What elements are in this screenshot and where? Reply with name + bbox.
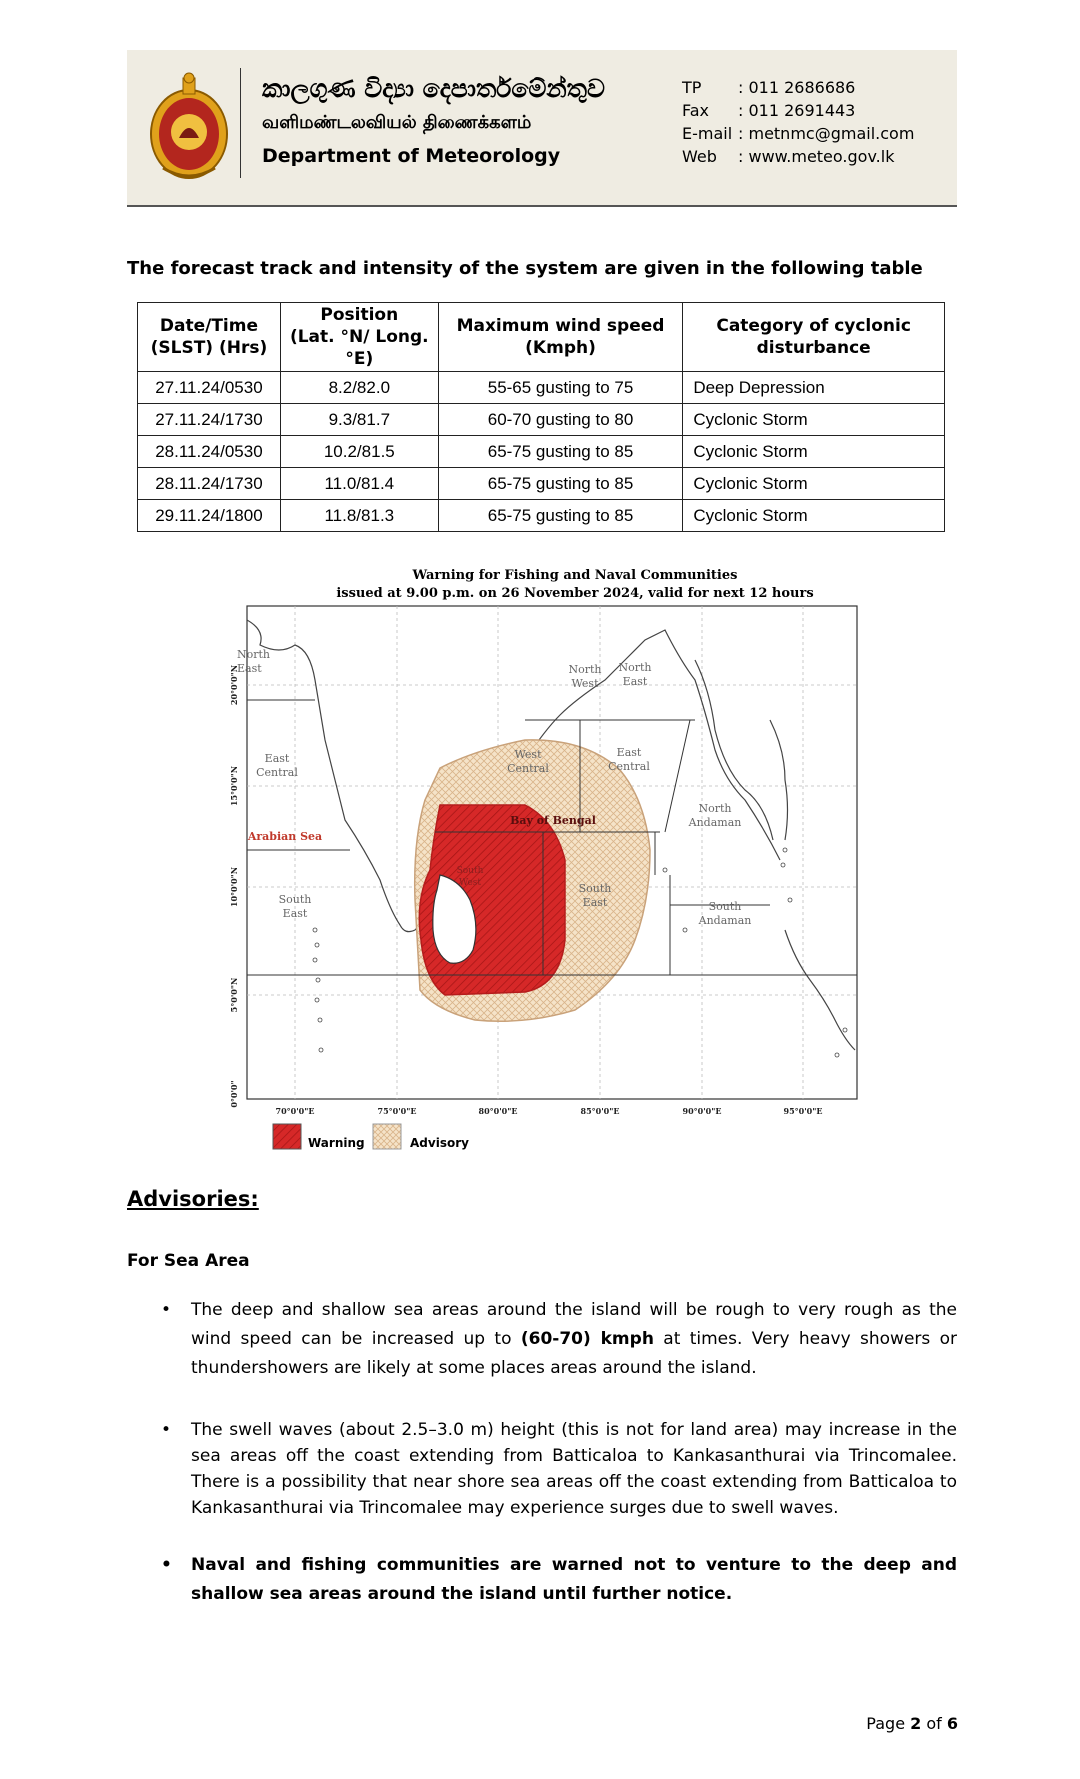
map-title-line1: Warning for Fishing and Naval Communities [412, 568, 738, 583]
label-north-east-arabian: North [237, 648, 271, 661]
label-south-west-bay: South [456, 866, 484, 876]
table-row: 27.11.24/0530 8.2/82.0 55-65 gusting to 75 Deep Depression [138, 372, 945, 404]
col-header-category: Category of cyclonic disturbance [683, 303, 945, 372]
contact-tp: TP : 011 2686686 [682, 78, 856, 97]
advisory-legend-swatch [372, 1123, 404, 1151]
label-north-andaman-2: Andaman [688, 816, 742, 829]
letterhead [127, 50, 957, 207]
advisory-bullet-warning: • Naval and fishing communities are warned not to venture to the deep and shallow sea areas around the island until further notice. [191, 1551, 957, 1609]
advisory-bullet-swell: • The swell waves (about 2.5–3.0 m) height (this is not for land area) may increase in the sea areas off the coast extending from Batticaloa to Kankasanthurai via Trincomalee. There is a possibility that near shore sea areas off the coast extending from Batticaloa to Kankasanthurai via Trincomalee may experience surges due to swell waves. [191, 1417, 957, 1521]
label-south-east-arabian: South [278, 893, 312, 906]
label-north-east-arabian-2: East [237, 662, 262, 675]
lon-label-75: 75°0'0"E [377, 1106, 417, 1116]
page-number: Page 2 of 6 [866, 1714, 958, 1733]
lat-label-5: 5°0'0"N [229, 977, 239, 1013]
lat-label-0: 0°0'0" [229, 1080, 239, 1108]
contact-info [682, 76, 914, 168]
table-row: 29.11.24/1800 11.8/81.3 65-75 gusting to 85 Cyclonic Storm [138, 500, 945, 532]
advisory-legend-label: Advisory [410, 1136, 469, 1150]
warning-map [225, 600, 885, 1120]
label-west-central-bay-2: Central [507, 762, 549, 775]
header-divider [240, 68, 241, 178]
label-east-central-bay: East [616, 746, 642, 759]
table-row: 27.11.24/1730 9.3/81.7 60-70 gusting to 80 Cyclonic Storm [138, 404, 945, 436]
table-intro: The forecast track and intensity of the system are given in the following table [127, 258, 923, 279]
advisories-heading: Advisories: [127, 1187, 259, 1211]
department-name-tamil: வளிமண்டலவியல் திணைக்களம் [262, 112, 532, 133]
lat-label-15: 15°0'0"N [229, 765, 239, 807]
label-arabian-sea: Arabian Sea [247, 830, 323, 843]
warning-legend-swatch [272, 1123, 304, 1151]
label-north-andaman: North [698, 802, 732, 815]
sri-lanka-emblem-icon [147, 72, 231, 184]
lon-label-90: 90°0'0"E [682, 1106, 722, 1116]
label-south-west-bay-2: West [458, 878, 482, 888]
label-west-central-bay: West [514, 748, 542, 761]
label-south-east-bay-2: East [582, 896, 608, 909]
label-south-andaman-2: Andaman [698, 914, 752, 927]
label-north-west-bay-2: West [571, 677, 599, 690]
lon-label-70: 70°0'0"E [275, 1106, 315, 1116]
table-row: 28.11.24/1730 11.0/81.4 65-75 gusting to 85 Cyclonic Storm [138, 468, 945, 500]
label-south-east-arabian-2: East [282, 907, 308, 920]
contact-fax: Fax : 011 2691443 [682, 101, 856, 120]
advisory-bullet-wind: • The deep and shallow sea areas around the island will be rough to very rough as the wind speed can be increased up to (60-70) kmph at times. Very heavy showers or thundershowers are likely at some places areas around the island. [191, 1296, 957, 1383]
table-header-row [138, 303, 945, 372]
col-header-position: Position (Lat. °N/ Long. °E) [280, 303, 438, 372]
label-east-central-arabian-2: Central [256, 766, 298, 779]
lon-label-80: 80°0'0"E [478, 1106, 518, 1116]
label-south-east-bay: South [578, 882, 612, 895]
label-north-east-bay-2: East [622, 675, 648, 688]
department-name-sinhala: කාලගුණ විද්‍යා දෙපාර්තමේන්තුව [262, 74, 605, 103]
label-south-andaman: South [708, 900, 742, 913]
contact-email: E-mail : metnmc@gmail.com [682, 124, 915, 143]
label-north-east-bay: North [618, 661, 652, 674]
map-title-line2: issued at 9.00 p.m. on 26 November 2024, valid for next 12 hours [336, 586, 814, 601]
department-name-english: Department of Meteorology [262, 145, 561, 167]
table-row: 28.11.24/0530 10.2/81.5 65-75 gusting to 85 Cyclonic Storm [138, 436, 945, 468]
lon-label-95: 95°0'0"E [783, 1106, 823, 1116]
label-east-central-arabian: East [264, 752, 290, 765]
label-north-west-bay: North [568, 663, 602, 676]
contact-web: Web : www.meteo.gov.lk [682, 147, 895, 166]
lon-label-85: 85°0'0"E [580, 1106, 620, 1116]
lat-label-10: 10°0'0"N [229, 866, 239, 908]
label-bay-of-bengal: Bay of Bengal [510, 814, 596, 827]
warning-legend-label: Warning [308, 1136, 365, 1150]
col-header-datetime: Date/Time (SLST) (Hrs) [138, 303, 281, 372]
col-header-wind: Maximum wind speed (Kmph) [438, 303, 683, 372]
label-east-central-bay-2: Central [608, 760, 650, 773]
sea-area-subheading: For Sea Area [127, 1251, 250, 1271]
forecast-table [137, 302, 945, 532]
lat-label-20: 20°0'0"N [229, 664, 239, 706]
